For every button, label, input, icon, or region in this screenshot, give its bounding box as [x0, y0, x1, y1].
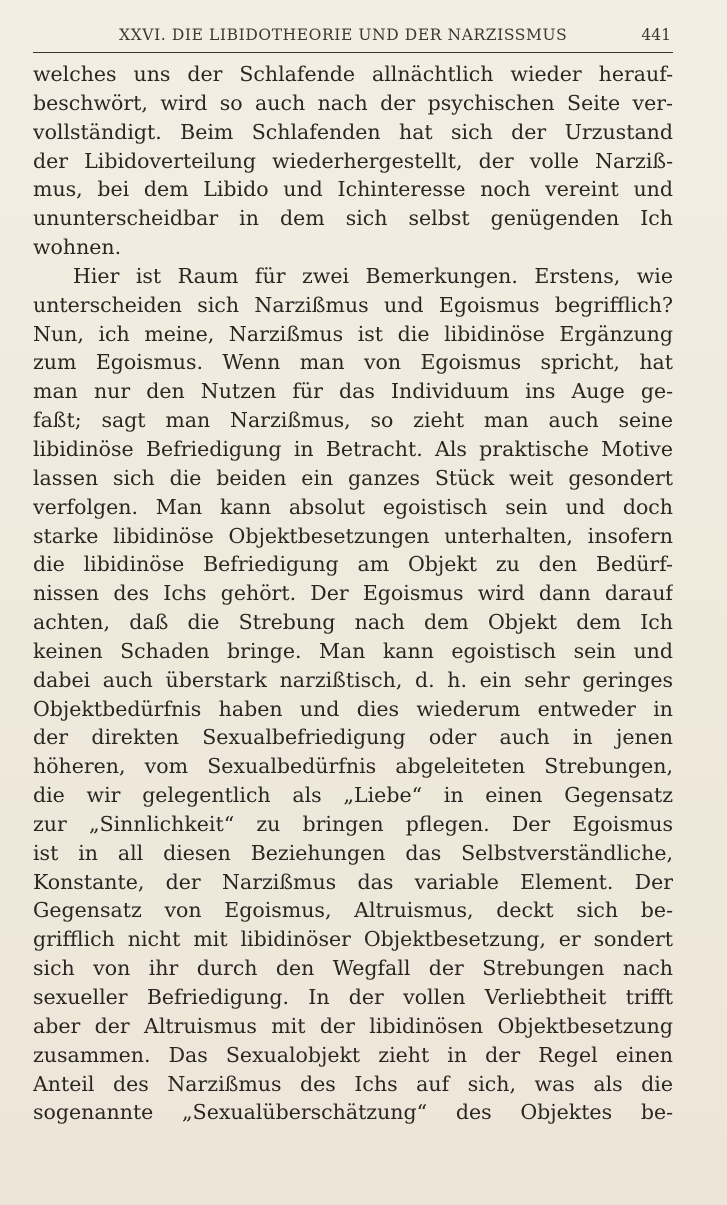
text-line: man nur den Nutzen für das Individuum ins Auge ge- [33, 379, 673, 404]
text-line: dabei auch überstark narzißtisch, d. h. ein sehr geringes [33, 667, 673, 692]
text-line: zum Egoismus. Wenn man von Egoismus spricht, hat [33, 350, 673, 375]
text-line: ununterscheidbar in dem sich selbst genügenden Ich [33, 206, 673, 231]
body-text [33, 60, 673, 1127]
text-line: keinen Schaden bringe. Man kann egoistisch sein und [33, 638, 673, 663]
text-line: sogenannte „Sexualüberschätzung“ des Objektes be- [33, 1100, 673, 1125]
text-line: der Libidoverteilung wiederhergestellt, der volle Narziß- [33, 148, 673, 173]
paragraph-end-line: wohnen. [33, 235, 122, 260]
text-line: vollständigt. Beim Schlafenden hat sich der Urzustand [33, 119, 673, 144]
text-line: Konstante, der Narzißmus das variable Element. Der [33, 869, 673, 894]
text-line: unterscheiden sich Narzißmus und Egoismus begrifflich? [33, 292, 673, 317]
text-line: grifflich nicht mit libidinöser Objektbesetzung, er sondert [33, 927, 673, 952]
text-line: zusammen. Das Sexualobjekt zieht in der Regel einen [33, 1042, 673, 1067]
text-line: starke libidinöse Objektbesetzungen unterhalten, insofern [33, 523, 673, 548]
text-line: zur „Sinnlichkeit“ zu bringen pflegen. Der Egoismus [33, 811, 673, 836]
text-line: höheren, vom Sexualbedürfnis abgeleiteten Strebungen, [33, 754, 673, 779]
text-line: aber der Altruismus mit der libidinösen Objektbesetzung [33, 1013, 673, 1038]
text-line: Objektbedürfnis haben und dies wiederum entweder in [33, 696, 673, 721]
text-line: mus, bei dem Libido und Ichinteresse noch vereint und [33, 177, 673, 202]
running-header [33, 22, 673, 53]
text-line: sich von ihr durch den Wegfall der Strebungen nach [33, 956, 673, 981]
text-line: der direkten Sexualbefriedigung oder auch in jenen [33, 725, 673, 750]
text-line: verfolgen. Man kann absolut egoistisch sein und doch [33, 494, 673, 519]
text-line: faßt; sagt man Narzißmus, so zieht man auch seine [33, 408, 673, 433]
text-line: Nun, ich meine, Narzißmus ist die libidinöse Ergänzung [33, 321, 673, 346]
running-title: XXVI. DIE LIBIDOTHEORIE UND DER NARZISSMUS [119, 26, 568, 44]
text-line: beschwört, wird so auch nach der psychischen Seite ver- [33, 90, 673, 115]
text-line: lassen sich die beiden ein ganzes Stück weit gesondert [33, 465, 673, 490]
text-line: die libidinöse Befriedigung am Objekt zu den Bedürf- [33, 552, 673, 577]
text-line: nissen des Ichs gehört. Der Egoismus wird dann darauf [33, 581, 673, 606]
paragraph-start-line: Hier ist Raum für zwei Bemerkungen. Erstens, wie [73, 263, 673, 288]
text-line: Gegensatz von Egoismus, Altruismus, deckt sich be- [33, 898, 673, 923]
text-line: die wir gelegentlich als „Liebe“ in einen Gegensatz [33, 783, 673, 808]
page-number: 441 [641, 26, 671, 44]
text-line: libidinöse Befriedigung in Betracht. Als praktische Motive [33, 436, 673, 461]
text-line: welches uns der Schlafende allnächtlich wieder herauf- [33, 62, 673, 86]
text-line: sexueller Befriedigung. In der vollen Verliebtheit trifft [33, 985, 673, 1009]
text-line: ist in all diesen Beziehungen das Selbstverständliche, [33, 840, 673, 865]
text-line: Anteil des Narzißmus des Ichs auf sich, was als die [33, 1071, 673, 1096]
text-line: achten, daß die Strebung nach dem Objekt dem Ich [33, 610, 673, 635]
